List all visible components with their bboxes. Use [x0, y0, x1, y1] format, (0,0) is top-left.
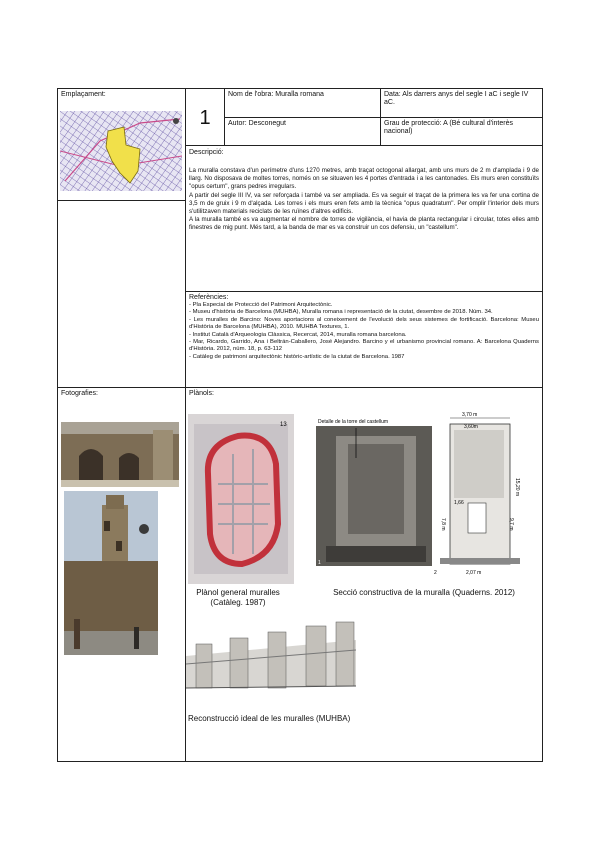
descripcio-text — [189, 167, 539, 233]
descripcio-cell — [185, 145, 543, 292]
figure-1-label: 1 — [318, 560, 321, 566]
reference-item: - Museu d'història de Barcelona (MUHBA), Muralla romana i representació de la ciutat, desembre de 2018. Núm. 34. — [189, 309, 493, 316]
descripcio-title: Descripció: — [189, 149, 224, 156]
referencies-title: Referències: — [189, 294, 229, 301]
left-spacer-cell — [57, 200, 186, 388]
wall-section-drawing — [432, 408, 528, 578]
autor-cell — [224, 117, 381, 146]
descripcio-paragraph: A la muralla també es va augmentar el nombre de torres de vigilància, el havia de planta rectangular i circular, totes elles amb finestres de mig punt. Més tard, a la banda de mar es va construir un cos defensiu, un "castellum". — [189, 216, 539, 232]
fotografies-cell — [57, 387, 186, 762]
referencies-cell — [185, 291, 543, 388]
nom-cell — [224, 88, 381, 118]
fotografies-label: Fotografies: — [61, 390, 98, 397]
reference-item: - Les muralles de Barcino: Noves aportacions al coneixement de l'evolució dels seus sistemes de fortificació. Barcelona: Museu d'Història de Barcelona (MUHBA), 2010. MUHBA Textures, 1. — [189, 316, 539, 331]
referencies-list — [189, 302, 539, 361]
number-cell — [185, 88, 225, 146]
wall-photo-1 — [61, 422, 179, 487]
descripcio-paragraph: La muralla constava d'un perímetre d'uns 1270 metres, amb traçat octogonal allargat, amb uns murs de 2 m d'amplada i 9 de llarg. No disposava de moltes torres, només on se situaven les 4 portes d'entrada i a les cantonades. Els murs eren constituïts "opus certum", grans pedres irregulars. — [189, 167, 539, 191]
reconstruction-caption: Reconstrucció ideal de les muralles (MUHBA) — [188, 714, 351, 723]
location-map — [60, 111, 182, 191]
dimension-bottom: 2,07 m — [466, 570, 482, 576]
drawing-label: Detalle de la torre del castellum — [318, 419, 389, 425]
section-caption: Secció constructiva de la muralla (Quaderns. 2012) — [333, 588, 515, 597]
figure-2-label: 2 — [434, 570, 437, 576]
city-plan-caption-line-1: Plànol general muralles — [196, 588, 280, 597]
city-plan-drawing — [188, 414, 294, 584]
descripcio-paragraph: A partir del segle III IV, va ser reforçada i també va ser ampliada. Es va seguir el traçat de la primera les va fer una cortina de 3,5 m de gruix i 9 m d'alçada. Les torres i els murs eren fets amb la tècnica "opus quadratum". Per omplir l'interior dels murs s'utilitzaven materials reciclats de les ruïnes d'altres edificis. — [189, 191, 539, 216]
data-label: Data: Als darrers anys del segle I aC i segle IV aC. — [384, 91, 529, 106]
record-number: 1 — [199, 107, 211, 129]
nom-label: Nom de l'obra: Muralla romana — [228, 91, 324, 98]
emplacament-cell — [57, 88, 186, 201]
reference-item: - Institut Català d'Arqueologia Clàssica, Recercat, 2014, muralla romana barcelona. — [189, 331, 407, 338]
reconstruction-drawing — [186, 616, 356, 696]
wall-photo-2 — [64, 491, 158, 655]
plan-tag: 13 — [280, 422, 287, 428]
dimension-small: 1,66 — [454, 500, 464, 506]
reference-item: - Catàleg de patrimoni arquitectònic històric-artístic de la ciutat de Barcelona. 1987 — [189, 353, 405, 360]
reference-item: - Mar, Ricardo, Garrido, Ana i Beltrán-Caballero, José Alejandro. Barcino y el urbanismo provincial romano. A: Barcelona Quaderns d'Història. 2012, núm. 18, p. 63-112 — [189, 339, 539, 353]
emplacament-label: Emplaçament: — [61, 91, 106, 98]
autor-label: Autor: Desconegut — [228, 120, 286, 127]
grau-cell — [380, 117, 543, 146]
planols-cell — [185, 387, 543, 762]
dimension-top: 3,70 m — [462, 412, 478, 418]
dimension-side-2: 9,7 m — [508, 518, 514, 531]
reference-item: - Pla Especial de Protecció del Patrimoni Arquitectònic. — [189, 302, 333, 308]
dimension-side-1: 15,20 m — [514, 478, 520, 497]
data-cell — [380, 88, 543, 118]
grau-label: Grau de protecció: A (Bé cultural d'interès nacional) — [384, 120, 513, 135]
city-plan-caption-line-2: (Catàleg. 1987) — [210, 598, 266, 607]
dimension-inner: 3,60m — [464, 424, 478, 430]
planols-title: Plànols: — [189, 390, 214, 397]
dimension-side-3: 7,8 m — [440, 518, 446, 531]
wall-section-photo — [316, 416, 434, 566]
